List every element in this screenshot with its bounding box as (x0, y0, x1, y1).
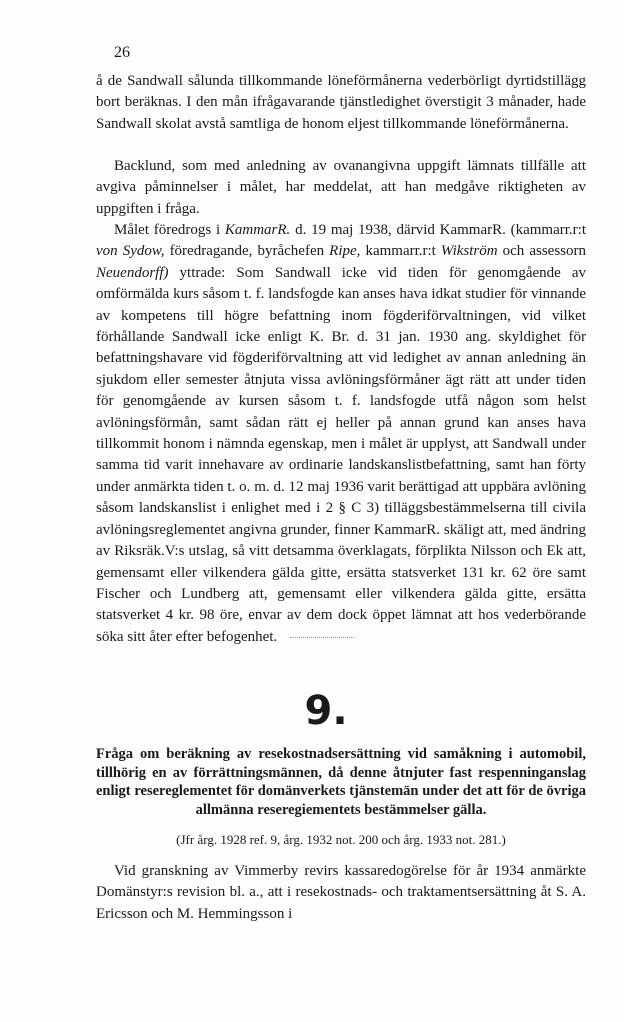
text-span: kammarr.r:t (360, 243, 441, 260)
section-reference: (Jfr årg. 1928 ref. 9, årg. 1932 not. 200 och årg. 1933 not. 281.) (176, 832, 506, 847)
court-name: KammarR. (224, 222, 291, 238)
text-span: d. 19 maj 1938, därvid KammarR. (kammarr.r:t (290, 222, 586, 238)
person-name: Wikström (440, 243, 498, 260)
person-name: Neuendorff) (96, 264, 169, 281)
paragraph-3 (96, 220, 586, 648)
person-name: von Sydow, (96, 243, 165, 260)
paragraph-1: å de Sandwall sålunda tillkommande löneförmånerna vederbörligt dyrtidstillägg bort beräknas. I den mån ifrågavarande tjänstledighet överstigit 3 månader, hade Sandwall skolat avstå samtliga de honom eljest tillkommande löneförmånerna. (96, 73, 586, 132)
section-number: 9. (304, 688, 348, 734)
text-span: Målet föredrogs i (114, 222, 225, 238)
paragraph-4: Vid granskning av Vimmerby revirs kassaredogörelse för år 1934 anmärkte Domänstyr:s revision bl. a., att i resekostnads- och traktamentsersättning åt S. A. Ericsson och M. Hemmingsson i (96, 863, 586, 922)
page-number: 26 (114, 44, 130, 61)
section-heading: Fråga om beräkning av resekostnadsersättning vid samåkning i automobil, tillhörig en av förrättningsmännen, då denne åtnjuter fast respenninganslag enligt resereglementet för domänverkets tjänstemän under det att för de övriga allmänna reseregiementets bestämmelser gälla. (96, 746, 586, 818)
text-span: föredragande, byråchefen (164, 243, 330, 260)
section-divider (290, 637, 354, 638)
paragraph-2: Backlund, som med anledning av ovanangivna uppgift lämnats tillfälle att avgiva påminnelser i målet, har meddelat, att han medgåve riktigheten av uppgiften i fråga. (96, 158, 586, 217)
person-name: Ripe, (329, 243, 361, 260)
text-span: och assessorn (497, 243, 586, 260)
text-span: yttrade: Som Sandwall icke vid tiden för genomgående av omförmälda kurs såsom t. f. landsfogde kan anses hava idkat studier för vinnande av kompetens till högre befattning inom fögderiförvaltningen, vid vilket förhållande Sandwall icke enligt K. Br. d. 31 jan. 1930 ang. skyldighet för befattningshavare vid fögderiförvaltning att vid ledighet av annan anledning än sjukdom eller semester åtnjuta vissa avlöningsförmåner ägt rätt att under tiden för genomgående av kursen såsom t. f. landsfogde utfå någon som helst avlöningsförmån, samt sådan rätt ej heller på annan grund kan anses hava tillkommit honom i nämnda egenskap, men i målet är upplyst, att Sandwall under samma tid varit innehavare av ordinarie landskanslistbefattning, samt han förty under anmärkta tiden t. o. m. d. 12 maj 1936 varit berättigad att uppbära avlöning såsom landskanslist i enlighet med i 2 § C 3) tilläggsbestämmelserna till civila avlöningsreglementet angivna grunder, finner KammarR. skäligt att, med ändring av Riksräk.V:s utslag, så vitt detsamma överklagats, förplikta Nilsson och Ek att, gemensamt eller vilkendera gälda gitte, ersätta statsverket 131 kr. 62 öre samt Fischer och Lundberg att, gemensamt eller vilkendera gälda gitte, ersätta statsverket 4 kr. 98 öre, envar av dem dock öppet lämnat att hos vederbörande söka sitt åter efter befogenhet. (96, 264, 586, 645)
